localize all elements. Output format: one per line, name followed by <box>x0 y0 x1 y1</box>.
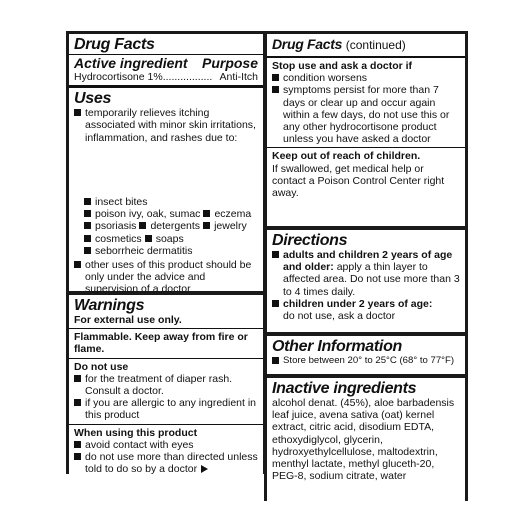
do-not-use-item <box>74 373 258 397</box>
do-not-use-item <box>74 397 258 421</box>
inactive-ingredients-box <box>267 378 465 502</box>
uses-sub-item <box>203 208 251 220</box>
section-divider <box>267 147 465 148</box>
section-divider <box>267 56 465 58</box>
directions-text <box>283 298 432 322</box>
uses-item-text: temporarily relieves itching associated with minor skin irritations, inflammation, and rashes due to: <box>85 107 256 144</box>
do-not-use-text: for the treatment of diaper rash. Consult a doctor. <box>85 372 233 398</box>
other-info-box <box>267 336 465 374</box>
purpose-value: Anti-Itch <box>219 71 258 83</box>
stop-use-heading: Stop use and ask a doctor if <box>272 60 413 72</box>
bullet-square-icon <box>74 441 81 448</box>
bullet-square-icon <box>74 375 81 382</box>
do-not-use-heading: Do not use <box>74 360 129 373</box>
uses-sub-text: cosmetics <box>95 232 142 245</box>
when-using-heading: When using this product <box>74 426 198 439</box>
bullet-square-icon <box>84 247 91 254</box>
warnings-title: Warnings <box>74 297 145 314</box>
uses-item <box>74 259 258 296</box>
uses-sub-text: psoriasis <box>95 220 137 233</box>
active-ingredient-row <box>74 71 258 83</box>
uses-sub-text: eczema <box>214 208 252 221</box>
drug-facts-continued-title <box>272 36 460 54</box>
when-using-text: avoid contact with eyes <box>85 438 194 451</box>
do-not-use-text: if you are allergic to any ingredient in this product <box>85 397 257 422</box>
stop-use-item <box>272 84 460 145</box>
uses-sub-item <box>84 245 192 257</box>
stop-use-text: condition worsens <box>283 72 368 85</box>
uses-sub-box <box>69 196 263 296</box>
section-divider <box>69 85 263 88</box>
directions-text <box>283 249 460 298</box>
stop-use-item <box>272 72 460 84</box>
bullet-square-icon <box>74 261 81 268</box>
inactive-ingredients-title: Inactive ingredients <box>272 380 417 397</box>
uses-item-text: other uses of this product should be only under the advice and supervision of a doctor <box>85 259 252 296</box>
continue-arrow-icon <box>201 465 208 473</box>
section-divider <box>69 328 263 329</box>
purpose-header: Purpose <box>201 55 258 71</box>
other-info-title: Other Information <box>272 338 403 355</box>
uses-sub-text: insect bites <box>95 196 148 208</box>
bullet-square-icon <box>272 357 279 364</box>
directions-body: apply a thin layer to affected area. Do not use more than 3 to 4 times daily. <box>283 261 460 298</box>
uses-title: Uses <box>74 90 112 108</box>
other-info-text: Store between 20° to 25°C (68° to 77°F) <box>283 355 455 366</box>
external-use-notice: For external use only. <box>74 314 182 326</box>
directions-title: Directions <box>272 232 348 249</box>
uses-item <box>74 107 258 144</box>
directions-item <box>272 249 460 298</box>
uses-sub-text: seborrheic dermatitis <box>95 244 193 257</box>
uses-sub-item <box>84 220 136 232</box>
when-using-text-body: do not use more than directed unless told to do so by a doctor <box>85 451 258 476</box>
directions-box <box>267 230 465 332</box>
bullet-square-icon <box>84 210 91 217</box>
keep-out-heading: Keep out of reach of children. <box>272 150 421 163</box>
continued-label: (continued) <box>345 38 406 52</box>
flammable-notice: Flammable. Keep away from fire or flame. <box>74 331 248 356</box>
bullet-square-icon <box>74 109 81 116</box>
bullet-square-icon <box>74 453 81 460</box>
drug-facts-title: Drug Facts <box>74 36 155 53</box>
when-using-item <box>74 439 258 451</box>
uses-sub-text: poison ivy, oak, sumac <box>95 208 201 221</box>
other-info-item <box>272 355 460 367</box>
bullet-square-icon <box>84 235 91 242</box>
uses-sub-item <box>84 196 148 208</box>
uses-sub-item <box>203 220 247 232</box>
keep-out-text: If swallowed, get medical help or contact a Poison Control Center right away. <box>272 162 445 200</box>
when-using-text <box>85 451 258 475</box>
stop-use-text: symptoms persist for more than 7 days or clear up and occur again within a few days, do not use this or any other hydrocortisone product unless you have asked a doctor <box>283 84 450 146</box>
inactive-ingredients-text: alcohol denat. (45%), aloe barbadensis leaf juice, avena sativa (oat) kernel extract, citric acid, disodium EDTA, ethoxydiglycol, glycerin, hydroxyethylcellulose, maltodextrin, menthyl lactate, methyl gluceth-20, PEG-8, sodium citrate, water <box>272 397 455 483</box>
warnings-box <box>69 295 263 494</box>
bullet-square-icon <box>84 198 91 205</box>
bullet-square-icon <box>203 210 210 217</box>
directions-bold: adults and children 2 years of age and older: <box>283 249 453 274</box>
uses-sub-item <box>84 233 142 245</box>
section-divider <box>69 424 263 425</box>
active-purpose-header <box>69 54 263 71</box>
directions-body: do not use, ask a doctor <box>283 310 396 323</box>
uses-sub-text: jewelry <box>214 220 247 233</box>
directions-item <box>272 298 460 322</box>
bullet-square-icon <box>272 251 279 258</box>
bullet-square-icon <box>272 86 279 93</box>
bullet-square-icon <box>84 222 91 229</box>
drug-facts-panel-right <box>264 31 468 501</box>
uses-sublist <box>74 196 258 257</box>
drug-facts-title: Drug Facts <box>272 36 343 52</box>
drug-facts-header-box <box>69 34 263 200</box>
bullet-square-icon <box>145 235 152 242</box>
active-ingredient: Hydrocortisone 1% <box>74 71 163 83</box>
bullet-square-icon <box>272 74 279 81</box>
section-divider <box>69 358 263 359</box>
uses-sub-item <box>84 208 200 220</box>
bullet-square-icon <box>139 222 146 229</box>
dot-leader: ................. <box>162 71 213 83</box>
directions-bold: children under 2 years of age: <box>283 297 433 310</box>
bullet-square-icon <box>272 300 279 307</box>
uses-sub-item <box>145 233 184 245</box>
stop-use-box <box>267 34 465 226</box>
active-ingredient-header: Active ingredient <box>74 55 188 71</box>
when-using-item <box>74 451 258 475</box>
bullet-square-icon <box>203 222 210 229</box>
uses-sub-text: detergents <box>150 220 201 233</box>
uses-sub-item <box>139 220 200 232</box>
uses-sub-text: soaps <box>155 232 184 245</box>
bullet-square-icon <box>74 399 81 406</box>
drug-facts-panel-left <box>66 31 266 474</box>
